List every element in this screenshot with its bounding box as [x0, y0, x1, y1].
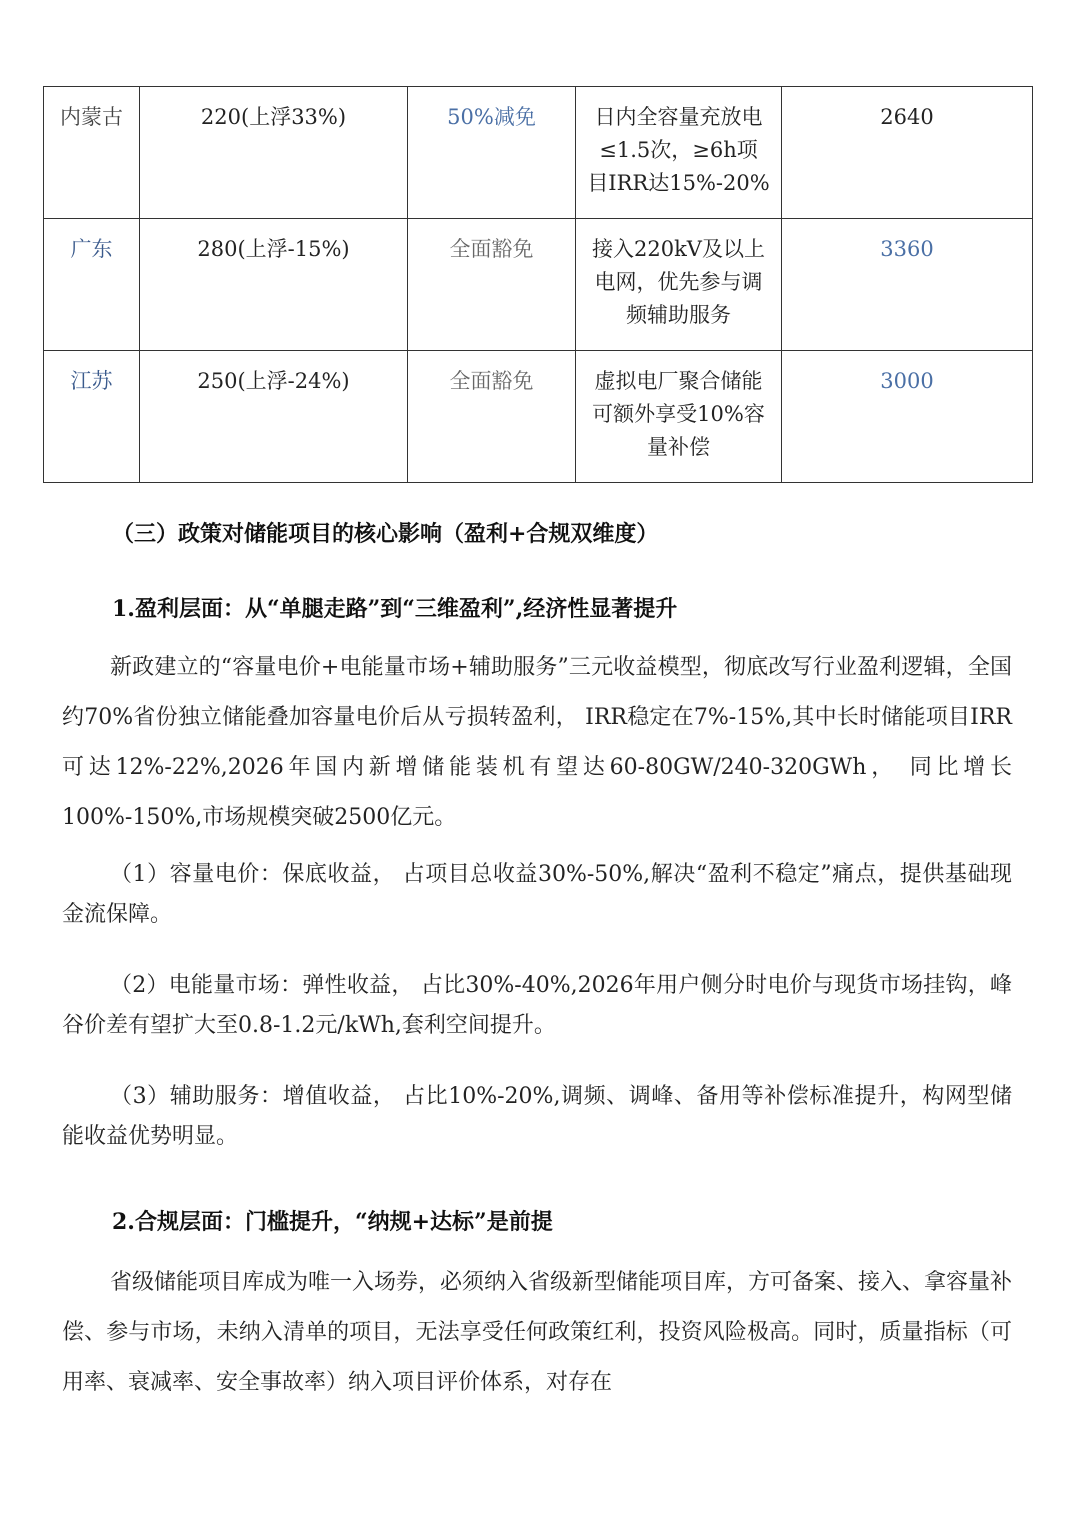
rebate-cell: 50%减免 — [408, 87, 576, 219]
part2-title: 2.合规层面：门槛提升，“纳规+达标”是前提 — [112, 1209, 553, 1235]
rebate-cell: 全面豁免 — [408, 351, 576, 483]
desc-line: 量补偿 — [647, 435, 710, 459]
value-cell: 3000 — [782, 351, 1033, 483]
price-cell: 220(上浮33%) — [140, 87, 408, 219]
desc-cell — [576, 87, 782, 219]
table-row — [44, 351, 1033, 483]
desc-line: 虚拟电厂聚合储能 — [594, 369, 763, 393]
desc-line: ≤1.5次，≥6h项 — [599, 138, 758, 162]
part2-paragraph: 省级储能项目库成为唯一入场券，必须纳入省级新型储能项目库，方可备案、接入、拿容量补偿、参与市场，未纳入清单的项目，无法享受任何政策红利，投资风险极高。同时，质量指标（可用率、衰减率、安全事故率）纳入项目评价体系，对存在 — [62, 1270, 1013, 1395]
value-cell: 2640 — [782, 87, 1033, 219]
price-cell: 250(上浮-24%) — [140, 351, 408, 483]
desc-line: 电网，优先参与调 — [594, 270, 763, 294]
table-row — [44, 219, 1033, 351]
desc-line: 目IRR达15%-20% — [587, 171, 770, 195]
part1-paragraph: 新政建立的“容量电价+电能量市场+辅助服务”三元收益模型，彻底改写行业盈利逻辑，全国约70%省份独立储能叠加容量电价后从亏损转盈利， IRR稳定在7%-15%,其中长时储能项目IRR可达12%-22%,2026年国内新增储能装机有望达60-80GW/240-320GWh， 同比增长100%-150%,市场规模突破2500亿元。 — [62, 655, 1012, 830]
rebate-cell: 全面豁免 — [408, 219, 576, 351]
part1-title: 1.盈利层面：从“单腿走路”到“三维盈利”,经济性显著提升 — [112, 596, 678, 622]
price-cell: 280(上浮-15%) — [140, 219, 408, 351]
desc-line: 频辅助服务 — [626, 303, 731, 327]
desc-line: 可额外享受10%容 — [592, 402, 765, 426]
desc-cell — [576, 219, 782, 351]
desc-line: 接入220kV及以上 — [592, 237, 765, 261]
profit-item-2: （2）电能量市场：弹性收益， 占比30%-40%,2026年用户侧分时电价与现货市场挂钩，峰谷价差有望扩大至0.8-1.2元/kWh,套利空间提升。 — [62, 973, 1012, 1038]
region-cell: 江苏 — [44, 351, 140, 483]
desc-line: 日内全容量充放电 — [594, 105, 763, 129]
region-cell: 广东 — [44, 219, 140, 351]
profit-item-3: （3）辅助服务：增值收益， 占比10%-20%,调频、调峰、备用等补偿标准提升，构网型储能收益优势明显。 — [62, 1084, 1012, 1149]
policy-table — [43, 86, 1033, 483]
desc-cell — [576, 351, 782, 483]
profit-item-1: （1）容量电价：保底收益， 占项目总收益30%-50%,解决“盈利不稳定”痛点，提供基础现金流保障。 — [62, 862, 1012, 927]
region-cell: 内蒙古 — [44, 87, 140, 219]
section3-title: （三）政策对储能项目的核心影响（盈利+合规双维度） — [112, 521, 659, 547]
table-row — [44, 87, 1033, 219]
value-cell: 3360 — [782, 219, 1033, 351]
